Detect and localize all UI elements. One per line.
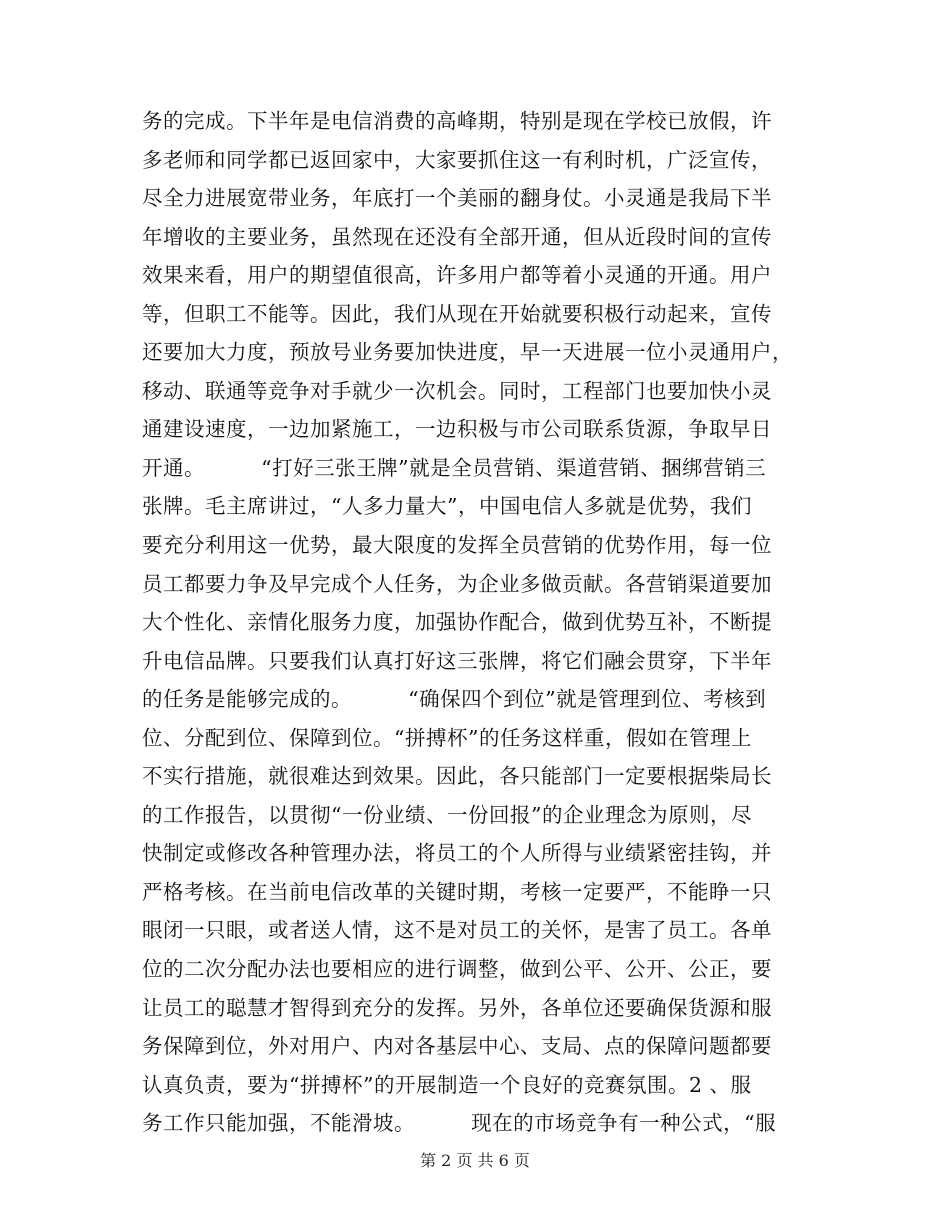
text-line: 眼闭一只眼，或者送人情，这不是对员工的关怀，是害了员工。各单: [142, 918, 772, 943]
text-line: 务的完成。下半年是电信消费的高峰期，特别是现在学校已放假，许: [142, 109, 772, 133]
text-line: 要充分利用这一优势，最大限度的发挥全员营销的优势作用，每一位: [142, 533, 772, 558]
text-line: 通建设速度，一边加紧施工，一边积极与市公司联系货源，争取早日: [142, 417, 772, 442]
text-line: 务工作只能加强，不能滑坡。 现在的市场竞争有一种公式，“服: [142, 1111, 777, 1136]
text-line: 严格考核。在当前电信改革的关键时期，考核一定要严，不能睁一只: [142, 879, 772, 904]
text-line: 务保障到位，外对用户、内对各基层中心、支局、点的保障问题都要: [142, 1034, 772, 1059]
text-line: 年增收的主要业务，虽然现在还没有全部开通，但从近段时间的宣传: [142, 224, 772, 249]
text-line: 位、分配到位、保障到位。“拼搏杯”的任务这样重，假如在管理上: [142, 725, 752, 750]
text-line: 效果来看，用户的期望值很高，许多用户都等着小灵通的开通。用户: [142, 263, 772, 288]
text-line: 的任务是能够完成的。 “确保四个到位”就是管理到位、考核到: [142, 687, 767, 712]
body-text: [142, 102, 812, 1143]
text-line: 员工都要力争及早完成个人任务，为企业多做贡献。各营销渠道要加: [142, 571, 772, 596]
text-line: 的工作报告，以贯彻“一份业绩、一份回报”的企业理念为原则，尽: [142, 802, 752, 827]
text-line: 开通。 “打好三张王牌”就是全员营销、渠道营销、捆绑营销三: [142, 455, 767, 480]
page-footer: 第 2 页 共 6 页: [420, 1151, 530, 1170]
text-line: 快制定或修改各种管理办法，将员工的个人所得与业绩紧密挂钩，并: [142, 841, 772, 866]
text-line: 位的二次分配办法也要相应的进行调整，做到公平、公开、公正，要: [142, 957, 772, 982]
text-line: 让员工的聪慧才智得到充分的发挥。另外，各单位还要确保货源和服: [142, 995, 772, 1020]
text-line: 升电信品牌。只要我们认真打好这三张牌，将它们融会贯穿，下半年: [142, 648, 772, 673]
text-line: 不实行措施，就很难达到效果。因此，各只能部门一定要根据柴局长: [142, 764, 772, 789]
text-line: 尽全力进展宽带业务，年底打一个美丽的翻身仗。小灵通是我局下半: [142, 186, 772, 211]
text-line: 移动、联通等竞争对手就少一次机会。同时，工程部门也要加快小灵: [142, 378, 772, 403]
text-line: 等，但职工不能等。因此，我们从现在开始就要积极行动起来，宣传: [142, 301, 772, 326]
text-line: 大个性化、亲情化服务力度，加强协作配合，做到优势互补，不断提: [142, 610, 772, 635]
text-line: 张牌。毛主席讲过，“人多力量大”，中国电信人多就是优势，我们: [142, 494, 752, 519]
text-line: 多老师和同学都已返回家中，大家要抓住这一有利时机，广泛宣传，: [142, 147, 772, 172]
text-line: 认真负责，要为“拼搏杯”的开展制造一个良好的竞赛氛围。2 、服: [142, 1072, 752, 1097]
text-line: 还要加大力度，预放号业务要加快进度，早一天进展一位小灵通用户，: [142, 340, 793, 365]
